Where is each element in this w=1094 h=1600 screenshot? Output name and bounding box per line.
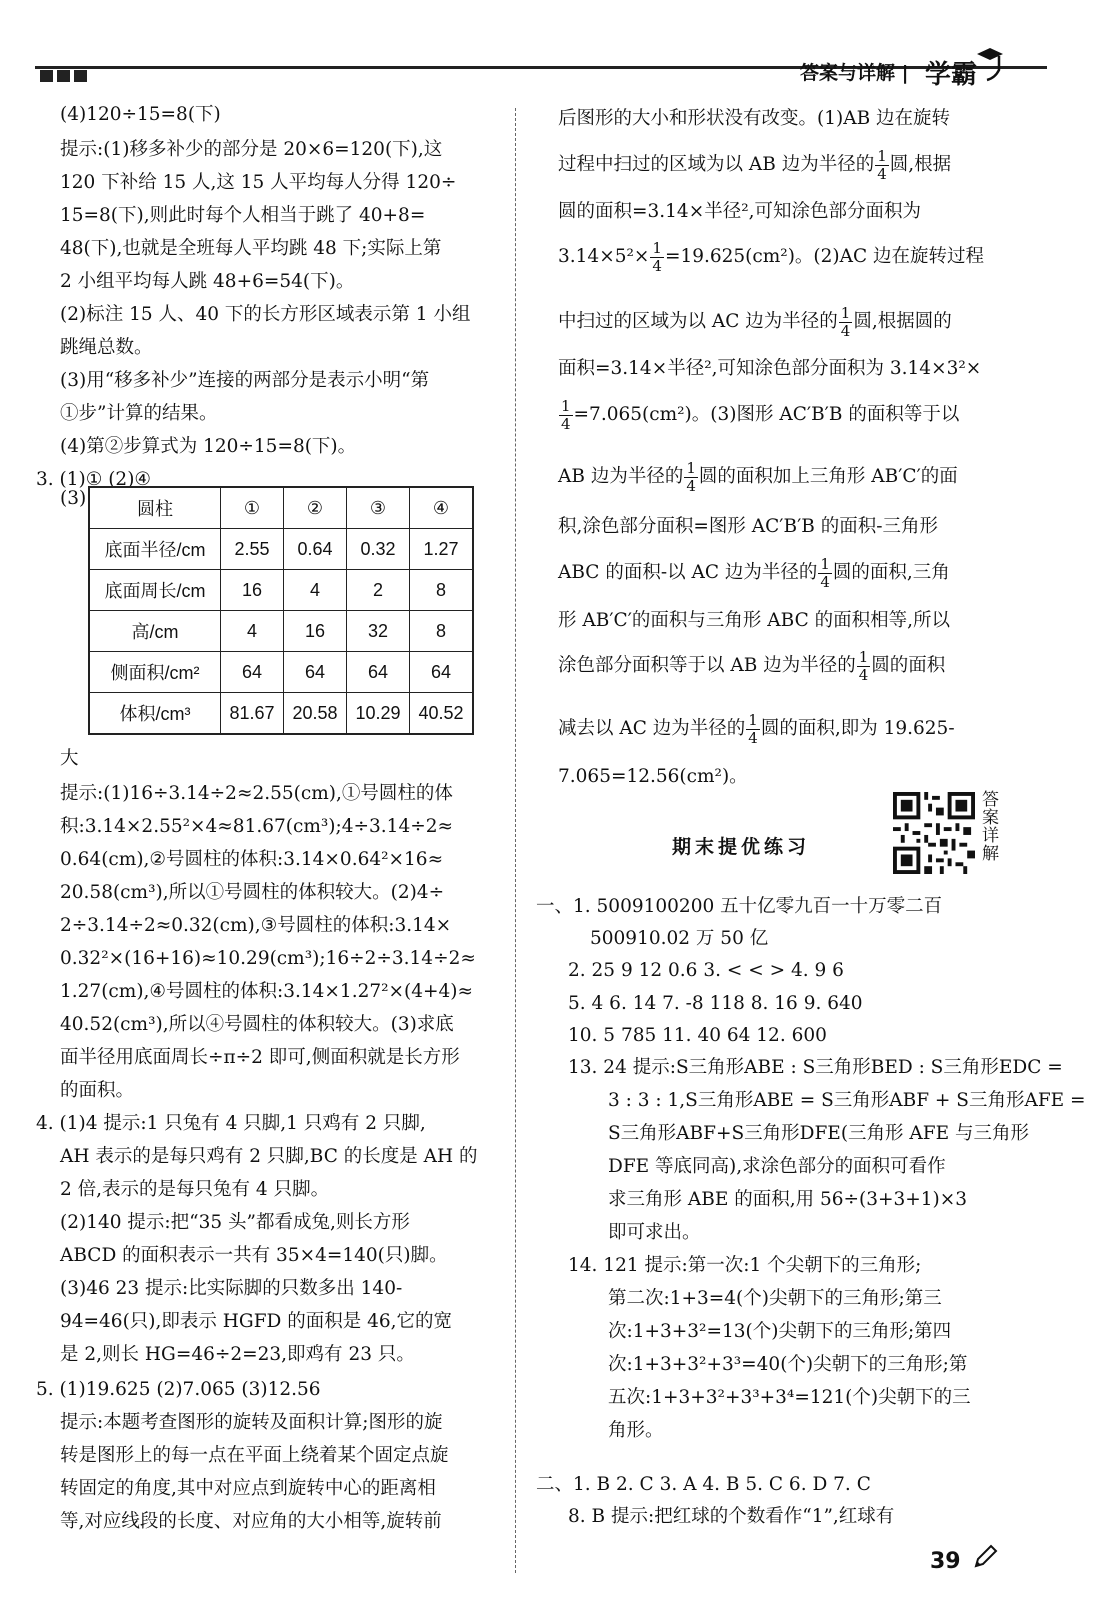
table-cell: 8: [410, 611, 474, 652]
part-one-line: 一、1. 5009100200 五十亿零九百一十万零二百: [536, 896, 943, 917]
text-line: 500910.02 万 50 亿: [590, 928, 769, 949]
table-row: [89, 529, 473, 570]
graduation-cap-icon: [975, 44, 1005, 84]
text-line: 94=46(只),即表示 HGFD 的面积是 46,它的宽: [60, 1311, 453, 1332]
text-line: 3.14×5²× $\frac{1}{4}$ =19.625(cm²)。(2)AC 边在旋转过程: [558, 239, 985, 275]
text-line: (4)第②步算式为 120÷15=8(下)。: [60, 436, 357, 457]
text-line: 120 下补给 15 人,这 15 人平均每人分得 120÷: [60, 172, 457, 193]
qr-label: 答案详解: [982, 790, 999, 864]
text-line: 是 2,则长 HG=46÷2=23,即鸡有 23 只。: [60, 1344, 415, 1365]
table-cell: 20.58: [284, 693, 347, 735]
text-line: 7.065=12.56(cm²)。: [558, 766, 748, 787]
table-cell: 32: [347, 611, 410, 652]
table-cell: 1.27: [410, 529, 474, 570]
fraction-one-quarter: $\frac{1}{4}$: [686, 459, 696, 495]
question-5-answer: 5. (1)19.625 (2)7.065 (3)12.56: [36, 1379, 321, 1400]
text-line: 提示:(1)16÷3.14÷2≈2.55(cm),①号圆柱的体: [60, 783, 453, 804]
table-cell: 64: [347, 652, 410, 693]
text-line: 0.64(cm),②号圆柱的体积:3.14×0.64²×16≈: [60, 849, 444, 870]
table-cell: 16: [284, 611, 347, 652]
pencil-icon: [972, 1544, 998, 1570]
text-line: 角形。: [608, 1420, 664, 1441]
text-line: 第二次:1+3=4(个)尖朝下的三角形;第三: [608, 1288, 942, 1309]
table-cell: 0.64: [284, 529, 347, 570]
text-line: ABCD 的面积表示一共有 35×4=140(只)脚。: [60, 1245, 448, 1266]
text-line: 8. B 提示:把红球的个数看作“1”,红球有: [568, 1506, 895, 1527]
part-two-line: 二、1. B 2. C 3. A 4. B 5. C 6. D 7. C: [536, 1474, 871, 1495]
text-line: 涂色部分面积等于以 AB 边为半径的 $\frac{1}{4}$ 圆的面积: [558, 648, 946, 684]
table-header-row: [89, 487, 473, 529]
section-title: 期末提优练习: [672, 836, 811, 858]
text-line: 次:1+3+3²+3³=40(个)尖朝下的三角形;第: [608, 1354, 968, 1375]
text-line: 5. 4 6. 14 7. -8 118 8. 16 9. 640: [568, 993, 863, 1014]
text-line: 圆的面积=3.14×半径²,可知涂色部分面积为: [558, 201, 921, 222]
text-line: 面半径用底面周长÷π÷2 即可,侧面积就是长方形: [60, 1047, 460, 1068]
text-line: 1.27(cm),④号圆柱的体积:3.14×1.27²×(4+4)≈: [60, 981, 474, 1002]
text-line: (2)标注 15 人、40 下的长方形区域表示第 1 小组: [60, 304, 471, 325]
table-cell: 4: [221, 611, 284, 652]
text-line: 2. 25 9 12 0.6 3. < < > 4. 9 6: [568, 960, 844, 981]
text-line: 0.32²×(16+16)≈10.29(cm³);16÷2÷3.14÷2≈: [60, 948, 476, 969]
fraction-one-quarter: $\frac{1}{4}$: [877, 147, 887, 183]
row-label: 底面周长/cm: [89, 570, 221, 611]
text-line: 大: [60, 748, 79, 769]
text-line: 2 小组平均每人跳 48+6=54(下)。: [60, 271, 355, 292]
text-line: 即可求出。: [608, 1222, 701, 1243]
text-line: AB 边为半径的 $\frac{1}{4}$ 圆的面积加上三角形 AB′C′的面: [558, 459, 958, 495]
text-line: (2)140 提示:把“35 头”都看成兔,则长方形: [60, 1212, 410, 1233]
text-line: 后图形的大小和形状没有改变。(1)AB 边在旋转: [558, 108, 951, 129]
text-line: 48(下),也就是全班每人平均跳 48 下;实际上第: [60, 238, 442, 259]
fraction-one-quarter: $\frac{1}{4}$: [561, 397, 571, 433]
fraction-one-quarter: $\frac{1}{4}$: [652, 239, 662, 275]
text-line: 2 倍,表示的是每只兔有 4 只脚。: [60, 1179, 330, 1200]
table-cell: 16: [221, 570, 284, 611]
table-cell: 81.67: [221, 693, 284, 735]
text-line: 次:1+3+3²=13(个)尖朝下的三角形;第四: [608, 1321, 952, 1342]
fraction-one-quarter: $\frac{1}{4}$: [840, 304, 851, 340]
text-line: (4)120÷15=8(下): [60, 104, 221, 125]
row-label: 体积/cm³: [89, 693, 221, 735]
table-cell: 10.29: [347, 693, 410, 735]
table-row: [89, 652, 473, 693]
table-header-cell: 圆柱: [89, 487, 221, 529]
qr-code-icon[interactable]: [893, 792, 975, 874]
text-line: 求三角形 ABE 的面积,用 56÷(3+3+1)×3: [608, 1189, 968, 1210]
row-label: 底面半径/cm: [89, 529, 221, 570]
text-line: 面积=3.14×半径²,可知涂色部分面积为 3.14×3²×: [558, 358, 982, 379]
table-cell: 2.55: [221, 529, 284, 570]
text-line: (3)46 23 提示:比实际脚的只数多出 140-: [60, 1278, 403, 1299]
header-title: 答案与详解 |: [800, 62, 909, 84]
cylinder-table: [88, 486, 474, 735]
text-line: 等,对应线段的长度、对应角的大小相等,旋转前: [60, 1511, 442, 1532]
table-cell: 0.32: [347, 529, 410, 570]
text-line: 3 : 3 : 1,S三角形ABE = S三角形ABF + S三角形AFE =: [608, 1090, 1086, 1111]
text-line: 转是图形上的每一点在平面上绕着某个固定点旋: [60, 1445, 449, 1466]
header-decoration: [40, 67, 91, 86]
table-cell: 64: [284, 652, 347, 693]
row-label: 高/cm: [89, 611, 221, 652]
text-line: 跳绳总数。: [60, 337, 153, 358]
text-line: 中扫过的区域为以 AC 边为半径的 $\frac{1}{4}$ 圆,根据圆的: [558, 304, 952, 340]
text-line: 2÷3.14÷2≈0.32(cm),③号圆柱的体积:3.14×: [60, 915, 452, 936]
text-line: 14. 121 提示:第一次:1 个尖朝下的三角形;: [568, 1255, 922, 1276]
table-header-cell: ②: [284, 487, 347, 529]
text-line: ABC 的面积-以 AC 边为半径的 $\frac{1}{4}$ 圆的面积,三角: [558, 555, 950, 591]
table-row: [89, 611, 473, 652]
fraction-one-quarter: $\frac{1}{4}$: [820, 555, 830, 591]
text-line: 形 AB′C′的面积与三角形 ABC 的面积相等,所以: [558, 610, 950, 631]
fraction-one-quarter: $\frac{1}{4}$: [748, 711, 758, 747]
table-header-cell: ④: [410, 487, 474, 529]
text-line: (3)用“移多补少”连接的两部分是表示小明“第: [60, 370, 430, 391]
text-line: 20.58(cm³),所以①号圆柱的体积较大。(2)4÷: [60, 882, 445, 903]
question-4-answer: 4. (1)4 提示:1 只兔有 4 只脚,1 只鸡有 2 只脚,: [36, 1113, 426, 1134]
text-line: AH 表示的是每只鸡有 2 只脚,BC 的长度是 AH 的: [60, 1146, 478, 1167]
text-line: S三角形ABF+S三角形DFE(三角形 AFE 与三角形: [608, 1123, 1029, 1144]
question-3-part-3: (3): [60, 488, 87, 509]
text-line: 的面积。: [60, 1080, 135, 1101]
text-line: 13. 24 提示:S三角形ABE : S三角形BED : S三角形EDC =: [568, 1057, 1063, 1078]
text-line: 40.52(cm³),所以④号圆柱的体积较大。(3)求底: [60, 1014, 454, 1035]
table-cell: 4: [284, 570, 347, 611]
text-line: 10. 5 785 11. 40 64 12. 600: [568, 1025, 827, 1046]
table-header-cell: ③: [347, 487, 410, 529]
page-number: 39: [930, 1549, 961, 1574]
text-line: $\frac{1}{4}$ =7.065(cm²)。(3)图形 AC′B′B 的面积等于以: [561, 397, 960, 433]
text-line: 提示:(1)移多补少的部分是 20×6=120(下),这: [60, 139, 443, 160]
table-cell: 2: [347, 570, 410, 611]
brand-name: 学霸: [925, 60, 978, 90]
text-line: 转固定的角度,其中对应点到旋转中心的距离相: [60, 1478, 436, 1499]
text-line: 过程中扫过的区域为以 AB 边为半径的 $\frac{1}{4}$ 圆,根据: [558, 147, 952, 183]
text-line: 积,涂色部分面积=图形 AC′B′B 的面积-三角形: [558, 516, 939, 537]
table-header-cell: ①: [221, 487, 284, 529]
text-line: 五次:1+3+3²+3³+3⁴=121(个)尖朝下的三: [608, 1387, 971, 1408]
text-line: DFE 等底同高),求涂色部分的面积可看作: [608, 1156, 946, 1177]
text-line: ①步”计算的结果。: [60, 403, 218, 424]
row-label: 侧面积/cm²: [89, 652, 221, 693]
question-3-answer: 3. (1)① (2)④: [36, 469, 151, 490]
table-cell: 40.52: [410, 693, 474, 735]
table-row: [89, 570, 473, 611]
fraction-one-quarter: $\frac{1}{4}$: [858, 648, 869, 684]
text-line: 减去以 AC 边为半径的 $\frac{1}{4}$ 圆的面积,即为 19.625-: [558, 711, 955, 747]
table-cell: 64: [221, 652, 284, 693]
table-row: [89, 693, 473, 735]
table-cell: 64: [410, 652, 474, 693]
text-line: 积:3.14×2.55²×4≈81.67(cm³);4÷3.14÷2≈: [60, 816, 453, 837]
table-cell: 8: [410, 570, 474, 611]
text-line: 15=8(下),则此时每个人相当于跳了 40+8=: [60, 205, 426, 226]
text-line: 提示:本题考查图形的旋转及面积计算;图形的旋: [60, 1412, 443, 1433]
column-divider: [515, 108, 516, 1573]
